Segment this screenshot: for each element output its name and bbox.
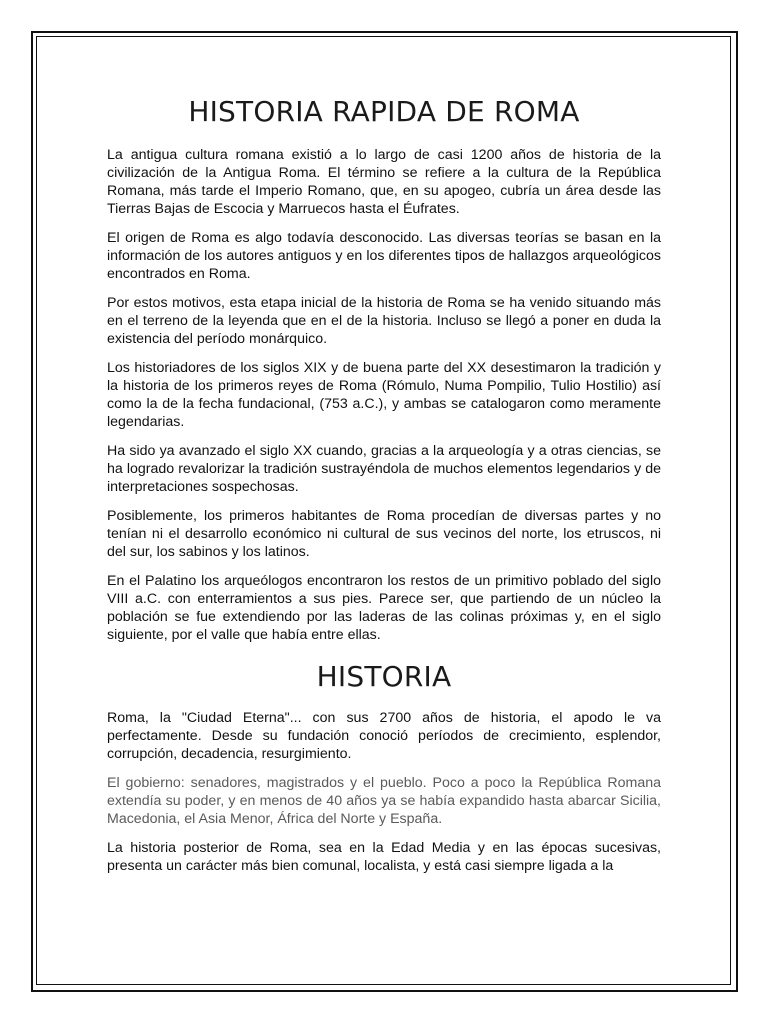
document-body: [107, 90, 661, 886]
paragraph: En el Palatino los arqueólogos encontraron los restos de un primitivo poblado del siglo VIII a.C. con enterramientos a sus pies. Parece ser, que partiendo de un núcleo la población se fue extendiendo por las laderas de las colinas próximas y, en el siglo siguiente, por el valle que había entre ellas.: [107, 573, 661, 643]
paragraph: La antigua cultura romana existió a lo largo de casi 1200 años de historia de la civilización de la Antigua Roma. El término se refiere a la cultura de la República Romana, más tarde el Imperio Romano, que, en su apogeo, cubría un área desde las Tierras Bajas de Escocia y Marruecos hasta el Éufrates.: [107, 147, 661, 217]
paragraph: Ha sido ya avanzado el siglo XX cuando, gracias a la arqueología y a otras ciencias, se ha logrado revalorizar la tradición sustrayéndola de muchos elementos legendarios y de interpretaciones sospechosas.: [107, 443, 661, 495]
paragraph: Por estos motivos, esta etapa inicial de la historia de Roma se ha venido situando más en el terreno de la leyenda que en el de la historia. Incluso se llegó a poner en duda la existencia del período monárquico.: [107, 295, 661, 347]
section-title: HISTORIA: [316, 660, 452, 693]
paragraph: Los historiadores de los siglos XIX y de buena parte del XX desestimaron la tradición y la historia de los primeros reyes de Roma (Rómulo, Numa Pompilio, Tulio Hostilio) así como la de la fecha fundacional, (753 a.C.), y ambas se catalogaron como meramente legendarias.: [107, 360, 661, 430]
paragraph: El origen de Roma es algo todavía desconocido. Las diversas teorías se basan en la información de los autores antiguos y en los diferentes tipos de hallazgos arqueológicos encontrados en Roma.: [107, 230, 661, 282]
paragraph: Posiblemente, los primeros habitantes de Roma procedían de diversas partes y no tenían ni el desarrollo económico ni cultural de sus vecinos del norte, los etruscos, ni del sur, los sabinos y los latinos.: [107, 508, 661, 560]
paragraph: El gobierno: senadores, magistrados y el pueblo. Poco a poco la República Romana extendía su poder, y en menos de 40 años ya se había expandido hasta abarcar Sicilia, Macedonia, el Asia Menor, África del Norte y España.: [107, 775, 661, 827]
paragraph: Roma, la "Ciudad Eterna"... con sus 2700 años de historia, el apodo le va perfectamente. Desde su fundación conoció períodos de crecimiento, esplendor, corrupción, decadencia, resurgimiento.: [107, 710, 661, 762]
paragraph: La historia posterior de Roma, sea en la Edad Media y en las épocas sucesivas, presenta un carácter más bien comunal, localista, y está casi siempre ligada a la: [107, 840, 661, 874]
document-title: HISTORIA RAPIDA DE ROMA: [188, 95, 580, 128]
